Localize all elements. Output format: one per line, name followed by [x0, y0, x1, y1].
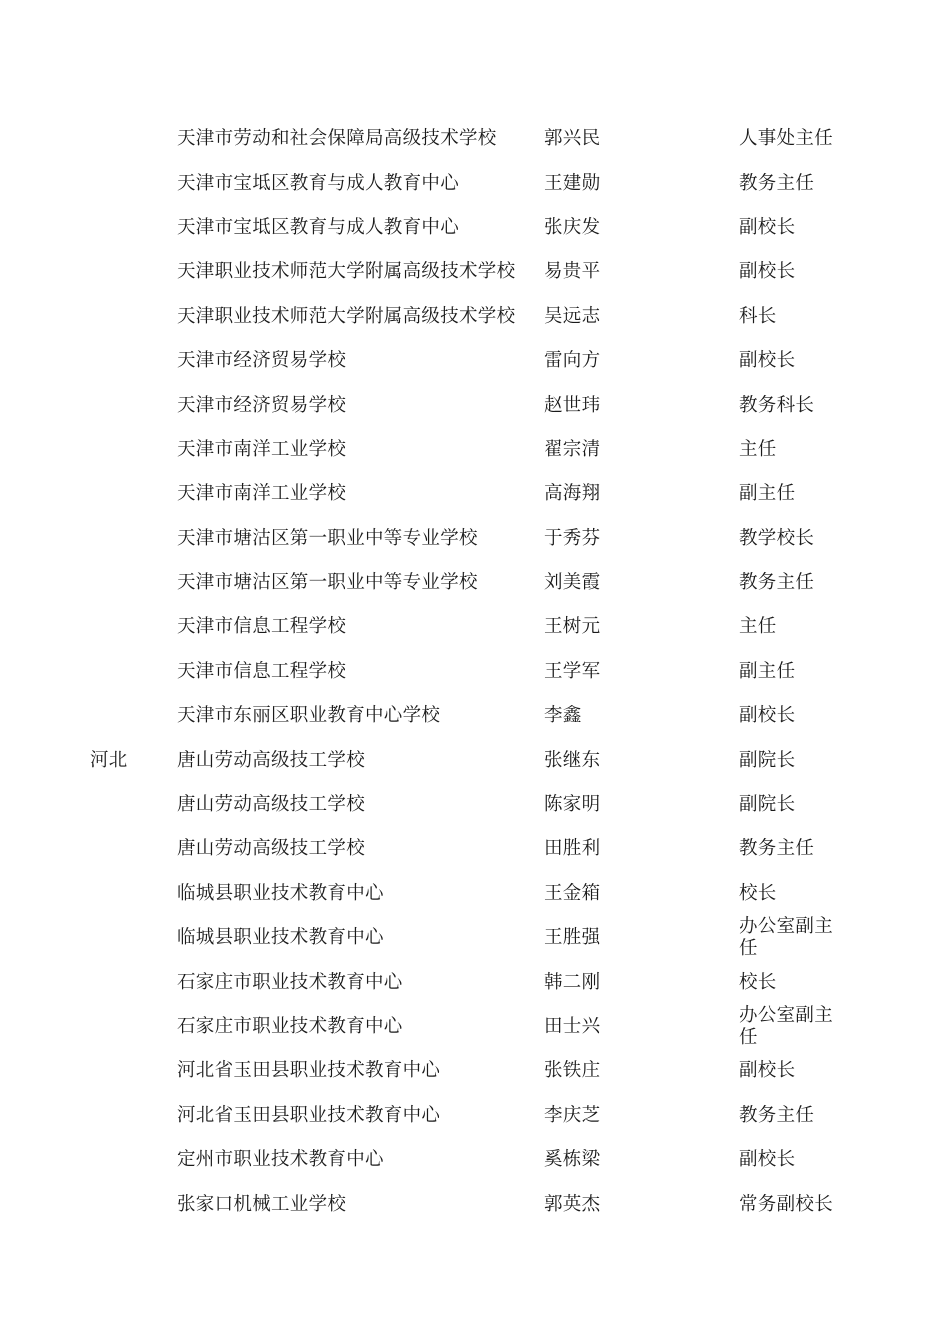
person-name-cell: 郭兴民	[544, 128, 601, 150]
job-title-cell: 常务副校长	[739, 1193, 834, 1215]
job-title-cell: 副院长	[739, 749, 796, 771]
person-name-cell: 郭英杰	[544, 1193, 601, 1215]
person-name-cell: 赵世玮	[544, 394, 601, 416]
school-cell: 天津市劳动和社会保障局高级技术学校	[177, 128, 497, 150]
table-row	[0, 783, 950, 827]
table-row	[0, 339, 950, 383]
table-row	[0, 827, 950, 871]
person-name-cell: 王树元	[544, 616, 601, 638]
job-title-cell: 校长	[739, 971, 777, 993]
table-row	[0, 1094, 950, 1138]
job-title-cell: 副校长	[739, 705, 796, 727]
school-cell: 唐山劳动高级技工学校	[177, 794, 366, 816]
school-cell: 定州市职业技术教育中心	[177, 1149, 384, 1171]
table-row	[0, 295, 950, 339]
person-name-cell: 李鑫	[544, 705, 582, 727]
school-cell: 天津市南洋工业学校	[177, 438, 347, 460]
table-row	[0, 916, 950, 960]
school-cell: 天津市宝坻区教育与成人教育中心	[177, 216, 460, 238]
region-cell	[90, 783, 170, 827]
region-cell	[90, 827, 170, 871]
school-cell: 河北省玉田县职业技术教育中心	[177, 1060, 441, 1082]
person-name-cell: 李庆芝	[544, 1104, 601, 1126]
school-cell: 临城县职业技术教育中心	[177, 927, 384, 949]
job-title-cell: 副主任	[739, 483, 796, 505]
table-row	[0, 517, 950, 561]
school-cell: 石家庄市职业技术教育中心	[177, 971, 403, 993]
person-name-cell: 易贵平	[544, 261, 601, 283]
table-row	[0, 206, 950, 250]
region-cell	[90, 650, 170, 694]
table-row	[0, 1138, 950, 1182]
table-row	[0, 650, 950, 694]
person-name-cell: 高海翔	[544, 483, 601, 505]
person-name-cell: 张铁庄	[544, 1060, 601, 1082]
person-name-cell: 奚栋梁	[544, 1149, 601, 1171]
school-cell: 天津市信息工程学校	[177, 660, 347, 682]
school-cell: 临城县职业技术教育中心	[177, 882, 384, 904]
job-title-cell: 人事处主任	[739, 128, 834, 150]
region-cell: 河北	[90, 749, 128, 771]
region-cell	[90, 694, 170, 738]
table-row	[0, 1049, 950, 1093]
region-cell	[90, 517, 170, 561]
person-name-cell: 雷向方	[544, 350, 601, 372]
job-title-cell: 副主任	[739, 660, 796, 682]
table-row	[0, 472, 950, 516]
person-name-cell: 张继东	[544, 749, 601, 771]
region-cell	[90, 472, 170, 516]
job-title-cell: 副校长	[739, 350, 796, 372]
person-name-cell: 王学军	[544, 660, 601, 682]
job-title-cell: 校长	[739, 882, 777, 904]
region-cell	[90, 339, 170, 383]
region-cell	[90, 383, 170, 427]
job-title-cell: 教务主任	[739, 572, 815, 594]
personnel-table	[0, 117, 950, 1227]
table-row	[0, 738, 950, 782]
school-cell: 天津职业技术师范大学附属高级技术学校	[177, 261, 516, 283]
school-cell: 天津市塘沽区第一职业中等专业学校	[177, 527, 478, 549]
job-title-cell: 科长	[739, 305, 777, 327]
region-cell	[90, 605, 170, 649]
region-cell	[90, 1094, 170, 1138]
person-name-cell: 王胜强	[544, 927, 601, 949]
school-cell: 张家口机械工业学校	[177, 1193, 347, 1215]
person-name-cell: 陈家明	[544, 794, 601, 816]
table-row	[0, 605, 950, 649]
region-cell	[90, 206, 170, 250]
region-cell	[90, 1049, 170, 1093]
school-cell: 天津市南洋工业学校	[177, 483, 347, 505]
region-cell	[90, 250, 170, 294]
region-cell	[90, 561, 170, 605]
table-row	[0, 694, 950, 738]
person-name-cell: 吴远志	[544, 305, 601, 327]
region-cell	[90, 872, 170, 916]
job-title-cell: 教务主任	[739, 1104, 815, 1126]
person-name-cell: 田胜利	[544, 838, 601, 860]
job-title-cell: 副校长	[739, 216, 796, 238]
school-cell: 石家庄市职业技术教育中心	[177, 1016, 403, 1037]
school-cell: 河北省玉田县职业技术教育中心	[177, 1104, 441, 1126]
person-name-cell: 翟宗清	[544, 438, 601, 460]
region-cell	[90, 1005, 170, 1049]
region-cell	[90, 960, 170, 1004]
table-row	[0, 960, 950, 1004]
table-row	[0, 250, 950, 294]
school-cell: 唐山劳动高级技工学校	[177, 749, 366, 771]
person-name-cell: 韩二刚	[544, 971, 601, 993]
job-title-cell: 主任	[739, 438, 777, 460]
job-title-cell: 教务主任	[739, 838, 815, 860]
table-row	[0, 561, 950, 605]
region-cell	[90, 428, 170, 472]
school-cell: 唐山劳动高级技工学校	[177, 838, 366, 860]
table-row	[0, 428, 950, 472]
table-row	[0, 383, 950, 427]
job-title-cell: 办公室副主任	[739, 1005, 834, 1048]
school-cell: 天津市塘沽区第一职业中等专业学校	[177, 572, 478, 594]
person-name-cell: 王建勋	[544, 172, 601, 194]
region-cell	[90, 1138, 170, 1182]
region-cell	[90, 916, 170, 960]
job-title-cell: 副校长	[739, 1060, 796, 1082]
job-title-cell: 办公室副主任	[739, 916, 834, 960]
person-name-cell: 田士兴	[544, 1016, 601, 1037]
job-title-cell: 主任	[739, 616, 777, 638]
region-cell	[90, 295, 170, 339]
region-cell	[90, 1182, 170, 1226]
person-name-cell: 张庆发	[544, 216, 601, 238]
job-title-cell: 教务科长	[739, 394, 815, 416]
region-cell	[90, 161, 170, 205]
school-cell: 天津市经济贸易学校	[177, 394, 347, 416]
school-cell: 天津市宝坻区教育与成人教育中心	[177, 172, 460, 194]
person-name-cell: 刘美霞	[544, 572, 601, 594]
region-cell	[90, 117, 170, 161]
person-name-cell: 于秀芬	[544, 527, 601, 549]
job-title-cell: 副校长	[739, 1149, 796, 1171]
job-title-cell: 副院长	[739, 794, 796, 816]
table-row	[0, 1182, 950, 1226]
job-title-cell: 教务主任	[739, 172, 815, 194]
table-row	[0, 161, 950, 205]
table-row	[0, 872, 950, 916]
table-row	[0, 1005, 950, 1049]
job-title-cell: 副校长	[739, 261, 796, 283]
school-cell: 天津市东丽区职业教育中心学校	[177, 705, 441, 727]
school-cell: 天津市经济贸易学校	[177, 350, 347, 372]
table-row	[0, 117, 950, 161]
job-title-cell: 教学校长	[739, 527, 815, 549]
school-cell: 天津职业技术师范大学附属高级技术学校	[177, 305, 516, 327]
person-name-cell: 王金箱	[544, 882, 601, 904]
school-cell: 天津市信息工程学校	[177, 616, 347, 638]
